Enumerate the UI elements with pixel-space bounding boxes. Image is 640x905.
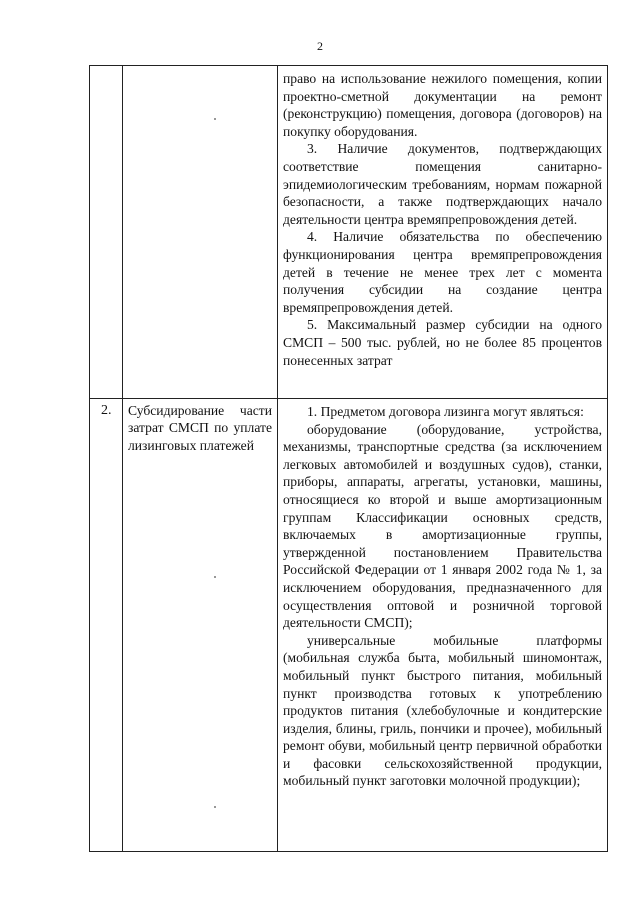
document-table — [89, 65, 608, 852]
subject-cell — [123, 66, 278, 399]
row-number-cell — [90, 66, 123, 399]
row-number-cell: 2. — [90, 399, 123, 852]
paragraph: 4. Наличие обязательства по обеспечению функционирования центра времяпрепровождения детей в течение не менее трех лет с момента получения субсидии на создание центра времяпрепровождения детей. — [283, 229, 602, 315]
scan-speck — [214, 576, 216, 578]
paragraph: оборудование (оборудование, устройства, механизмы, транспортные средства (за исключением легковых автомобилей и воздушных судов), станки, приборы, аппараты, агрегаты, установки, машины, относящиеся ко второй и выше амортизационным группам Классификации основных средств, включаемых в амортизационные группы, утвержденной постановлением Правительства Российской Федерации от 1 января 2002 года № 1, за исключением оборудования, предназначенного для осуществления оптовой и розничной торговой деятельности СМСП); — [283, 421, 602, 631]
paragraph: право на использование нежилого помещения, копии проектно-сметной документации на ремонт (реконструкцию) помещения, договора (договоров) на покупку оборудования. — [283, 71, 602, 139]
paragraph: 3. Наличие документов, подтверждающих соответствие помещения санитарно-эпидемиологическим требованиям, нормам пожарной безопасности, а также подтверждающих начало деятельности центра времяпрепровождения детей. — [283, 141, 602, 227]
table-row — [90, 399, 608, 852]
paragraph: 1. Предметом договора лизинга могут являться: — [307, 404, 584, 419]
scan-speck — [214, 118, 216, 120]
paragraph: 5. Максимальный размер субсидии на одного СМСП – 500 тыс. рублей, но не более 85 процентов понесенных затрат — [283, 317, 602, 368]
paragraph: универсальные мобильные платформы (мобильная служба быта, мобильный шиномонтаж, мобильный пункт быстрого питания, мобильный пункт производства готовых к употреблению продуктов питания (хлебобулочные и кондитерские изделия, блины, гриль, пончики и прочее), мобильный ремонт обуви, мобильный центр первичной обработки и фасовки сельскохозяйственной продукции, мобильный пункт заготовки молочной продукции); — [283, 632, 602, 789]
page-number: 2 — [317, 39, 323, 53]
requirements-cell — [278, 66, 608, 399]
requirements-cell — [278, 399, 608, 852]
scan-speck — [214, 806, 216, 808]
subject-cell: Субсидирование части затрат СМСП по уплате лизинговых платежей — [123, 399, 278, 852]
table-row — [90, 66, 608, 399]
